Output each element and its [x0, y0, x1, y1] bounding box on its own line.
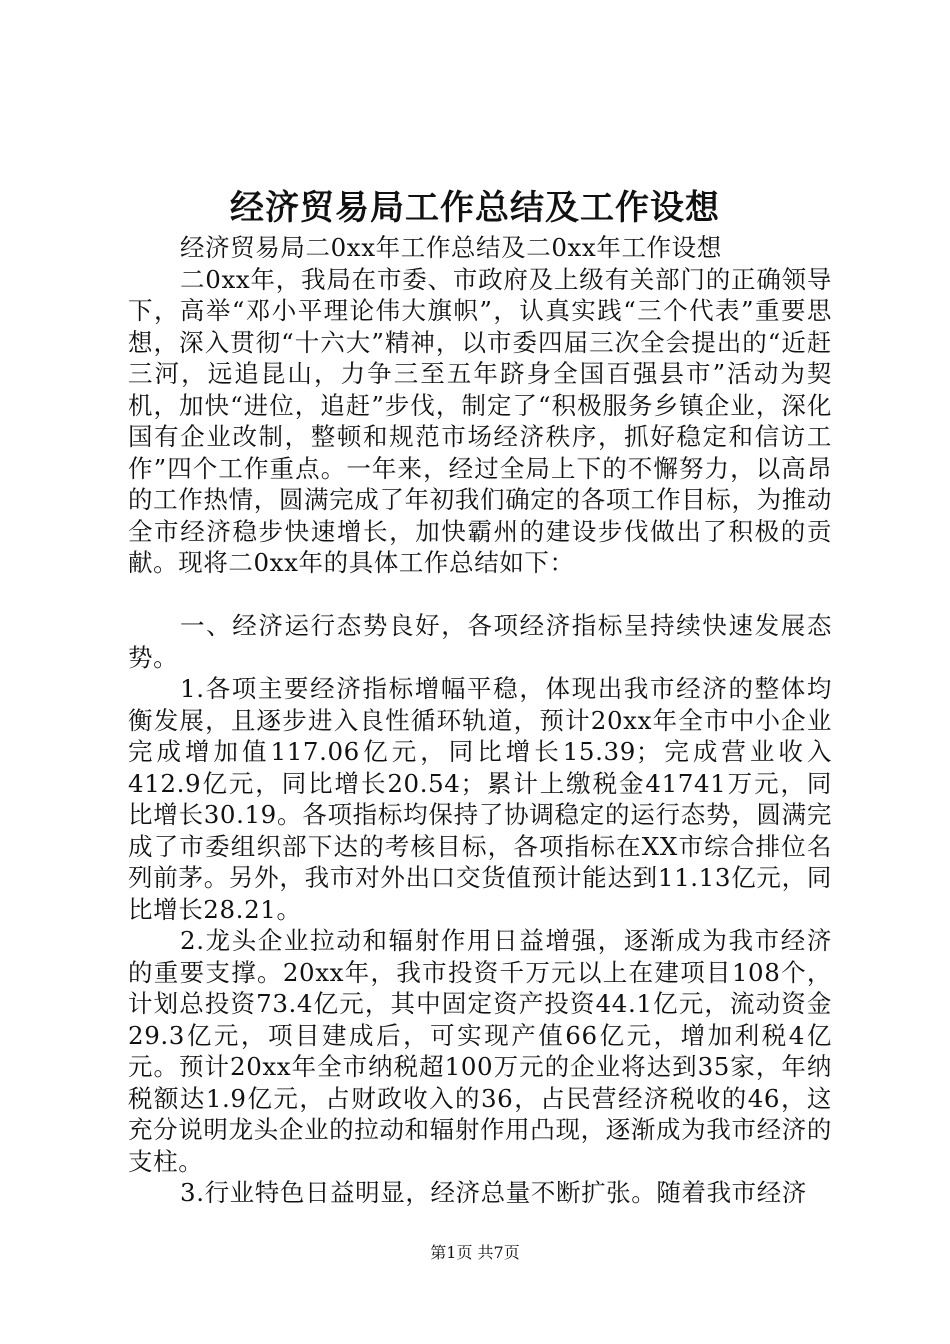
document-body	[128, 232, 832, 1209]
paragraph-item-3: 3.行业特色日益明显，经济总量不断扩张。随着我市经济	[180, 1178, 807, 1207]
paragraph-item-1: 1.各项主要经济指标增幅平稳，体现出我市经济的整体均衡发展，且逐步进入良性循环轨道，预计20xx年全市中小企业完成增加值117.06亿元，同比增长15.39；完成营业收入412.9亿元，同比增长20.54；累计上缴税金41741万元，同比增长30.19。各项指标均保持了协调稳定的运行态势，圆满完成了市委组织部下达的考核目标，各项指标在XX市综合排位名列前茅。另外，我市对外出口交货值预计能达到11.13亿元，同比增长28.21。	[128, 674, 832, 924]
document-subtitle: 经济贸易局二0xx年工作总结及二0xx年工作设想	[180, 233, 722, 262]
paragraph-item-2: 2.龙头企业拉动和辐射作用日益增强，逐渐成为我市经济的重要支撑。20xx年，我市投资千万元以上在建项目108个，计划总投资73.4亿元，其中固定资产投资44.1亿元，流动资金29.3亿元，项目建成后，可实现产值66亿元，增加利税4亿元。预计20xx年全市纳税超100万元的企业将达到35家，年纳税额达1.9亿元，占财政收入的36，占民营经济税收的46，这充分说明龙头企业的拉动和辐射作用凸现，逐渐成为我市经济的支柱。	[128, 926, 832, 1176]
section-heading-1: 一、经济运行态势良好，各项经济指标呈持续快速发展态势。	[128, 611, 832, 672]
paragraph-gap	[128, 579, 832, 611]
paragraph-intro: 二0xx年，我局在市委、市政府及上级有关部门的正确领导下，高举“邓小平理论伟大旗帜”，认真实践“三个代表”重要思想，深入贯彻“十六大”精神，以市委四届三次全会提出的“近赶三河，远追昆山，力争三至五年跻身全国百强县市”活动为契机，加快“进位，追赶”步伐，制定了“积极服务乡镇企业，深化国有企业改制，整顿和规范市场经济秩序，抓好稳定和信访工作”四个工作重点。一年来，经过全局上下的不懈努力，以高昂的工作热情，圆满完成了年初我们确定的各项工作目标，为推动全市经济稳步快速增长，加快霸州的建设步伐做出了积极的贡献。现将二0xx年的具体工作总结如下：	[128, 264, 832, 577]
document-title: 经济贸易局工作总结及工作设想	[230, 188, 720, 228]
page-footer: 第1页 共7页	[430, 1243, 520, 1262]
